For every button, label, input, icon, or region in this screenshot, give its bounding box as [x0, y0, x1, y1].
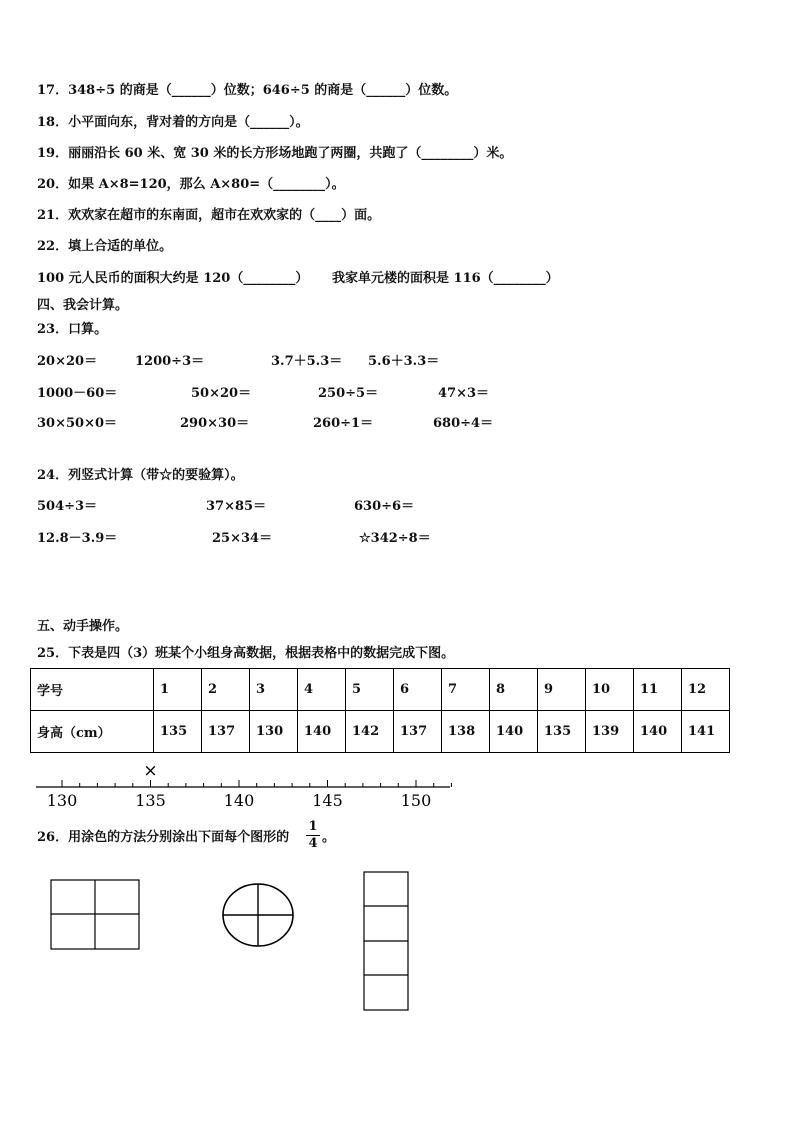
- table-row-header: 身高（cm）: [31, 711, 154, 753]
- table-cell: 138: [442, 711, 490, 753]
- question-19: 19．丽丽沿长 60 米、宽 30 米的长方形场地跑了两圈，共跑了（________）米。: [37, 146, 513, 161]
- table-cell: 137: [394, 711, 442, 753]
- table-cell: 2: [202, 669, 250, 711]
- table-cell: 3: [250, 669, 298, 711]
- mental-calc: 1200÷3＝: [135, 354, 205, 369]
- question-17: 17．348÷5 的商是（______）位数；646÷5 的商是（______）位数。: [37, 83, 458, 98]
- mental-calc: 47×3＝: [438, 386, 490, 401]
- number-line: [30, 758, 460, 812]
- tick-label: 130: [46, 791, 78, 810]
- vertical-calc: ☆342÷8＝: [359, 531, 431, 546]
- question-24: 24．列竖式计算（带☆的要验算）。: [37, 468, 244, 483]
- question-22-item-a: 100 元人民币的面积大约是 120（________）: [37, 271, 309, 286]
- table-cell: 9: [538, 669, 586, 711]
- table-cell: 140: [634, 711, 682, 753]
- table-cell: 137: [202, 711, 250, 753]
- vertical-calc: 12.8－3.9＝: [37, 531, 118, 546]
- question-26: 26．用涂色的方法分别涂出下面每个图形的: [37, 830, 290, 845]
- fraction: [306, 820, 320, 851]
- question-22: 22．填上合适的单位。: [37, 239, 173, 254]
- circle-shape[interactable]: [220, 882, 296, 948]
- table-cell: 141: [682, 711, 730, 753]
- tick-label: 140: [223, 791, 255, 810]
- table-cell: 5: [346, 669, 394, 711]
- mental-calc: 260÷1＝: [313, 416, 374, 431]
- question-22-item-b: 我家单元楼的面积是 116（________）: [332, 271, 559, 286]
- table-cell: 11: [634, 669, 682, 711]
- height-table: [30, 668, 730, 753]
- table-cell: 4: [298, 669, 346, 711]
- table-cell: 139: [586, 711, 634, 753]
- table-row-header: 学号: [31, 669, 154, 711]
- table-cell: 130: [250, 711, 298, 753]
- table-row: [31, 669, 730, 711]
- mental-calc: 5.6＋3.3＝: [368, 354, 440, 369]
- mental-calc: 50×20＝: [191, 386, 252, 401]
- mental-calc: 680÷4＝: [433, 416, 494, 431]
- data-mark: ×: [143, 761, 158, 781]
- vertical-calc: 630÷6＝: [354, 499, 415, 514]
- table-cell: 140: [490, 711, 538, 753]
- vertical-calc: 504÷3＝: [37, 499, 98, 514]
- table-cell: 8: [490, 669, 538, 711]
- tick-label: 135: [135, 791, 166, 810]
- table-cell: 142: [346, 711, 394, 753]
- question-26-tail: 。: [322, 830, 336, 845]
- mental-calc: 30×50×0＝: [37, 416, 118, 431]
- question-21: 21．欢欢家在超市的东南面，超市在欢欢家的（____）面。: [37, 208, 381, 223]
- table-cell: 7: [442, 669, 490, 711]
- vertical-calc: 37×85＝: [206, 499, 267, 514]
- section-5-title: 五、动手操作。: [37, 619, 129, 634]
- tick-label: 145: [312, 791, 343, 810]
- question-20: 20．如果 A×8=120，那么 A×80=（________）。: [37, 177, 345, 192]
- table-cell: 1: [154, 669, 202, 711]
- fraction-denominator: 4: [308, 836, 318, 851]
- question-23: 23．口算。: [37, 322, 108, 337]
- table-cell: 6: [394, 669, 442, 711]
- question-18: 18．小平面向东，背对着的方向是（______）。: [37, 115, 309, 130]
- mental-calc: 20×20＝: [37, 354, 98, 369]
- rectangle-grid-shape[interactable]: [50, 878, 142, 952]
- table-cell: 12: [682, 669, 730, 711]
- table-cell: 135: [154, 711, 202, 753]
- table-cell: 135: [538, 711, 586, 753]
- mental-calc: 3.7＋5.3＝: [271, 354, 343, 369]
- mental-calc: 1000－60＝: [37, 386, 118, 401]
- mental-calc: 290×30＝: [180, 416, 250, 431]
- question-25: 25．下表是四（3）班某个小组身高数据，根据表格中的数据完成下图。: [37, 646, 455, 661]
- vertical-strip-shape[interactable]: [362, 870, 412, 1014]
- mental-calc: 250÷5＝: [318, 386, 379, 401]
- table-cell: 10: [586, 669, 634, 711]
- table-cell: 140: [298, 711, 346, 753]
- table-row: [31, 711, 730, 753]
- fraction-numerator: 1: [308, 819, 318, 834]
- section-4-title: 四、我会计算。: [37, 298, 129, 313]
- tick-label: 150: [400, 791, 432, 810]
- vertical-calc: 25×34＝: [212, 531, 273, 546]
